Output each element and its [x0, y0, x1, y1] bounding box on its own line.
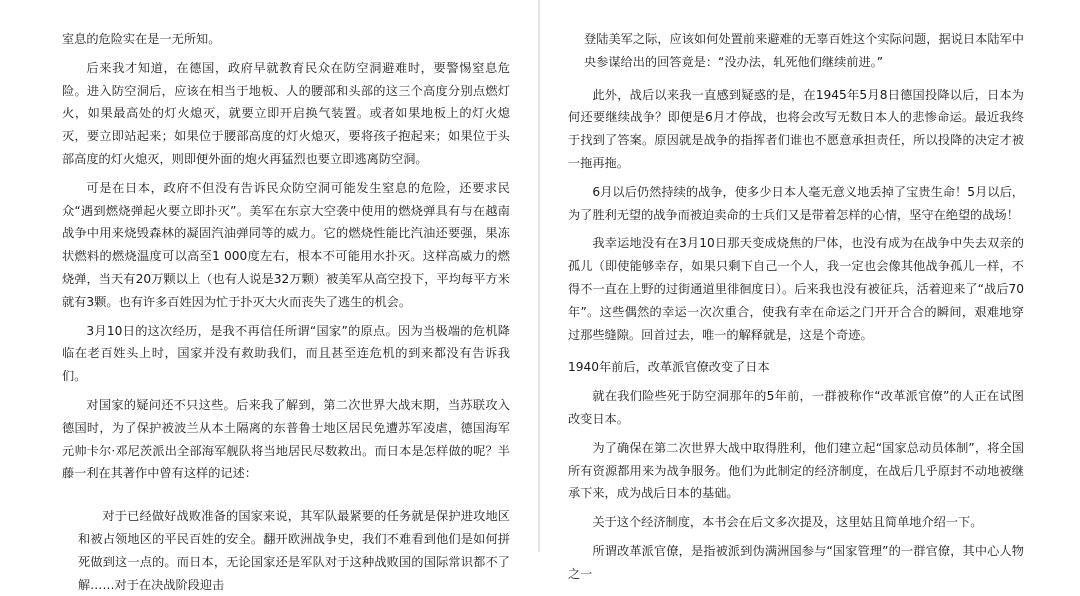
paragraph: 室息的危险实在是一无所知。: [62, 32, 221, 46]
block-quote: 对于已经做好战败准备的国家来说，其军队最紧要的任务就是保护进攻地区和被占领地区的平民百姓的安全。翻开欧洲战争史，我们不难看到他们是如何拼死做到这一点的。而日本，无论国家还是军队对于这种战败国的国际常识都不了解……对于在决战阶段迎击: [78, 509, 510, 592]
left-page: [0, 0, 538, 592]
paragraph: 对国家的疑问还不只这些。后来我了解到，第二次世界大战末期，当苏联攻入德国时，为了保护被波兰从本土隔离的东普鲁士地区居民免遭苏军凌虐，德国海军元帅卡尔·邓尼茨派出全部海军舰队将当地居民尽数救出。而日本是怎样做的呢？半藤一利在其著作中曾有这样的记述：: [62, 397, 510, 481]
paragraph: 关于这个经济制度，本书会在后文多次提及，这里姑且简单地介绍一下。: [592, 515, 983, 530]
paragraph: 所谓改革派官僚，是指被派到伪满洲国参与“国家管理”的一群官僚，其中心人物之一: [568, 543, 1024, 581]
paragraph: 此外，战后以来我一直感到疑惑的是，在1945年5月8日德国投降以后，日本为何还要继续战争？即便是6月才停战，也将会改写无数日本人的悲惨命运。最近我终于找到了答案。原因就是战争的指挥者们谁也不愿意承担责任，所以投降的决定才被一拖再拖。: [568, 87, 1024, 170]
section-heading: 1940年前后，改革派官僚改变了日本: [568, 360, 770, 375]
paragraph: 为了确保在第二次世界大战中取得胜利，他们建立起“国家总动员体制”，将全国所有资源都用来为战争服务。他们为此制定的经济制度，在战后几乎原封不动地被继承下来，成为战后日本的基础。: [568, 440, 1024, 501]
paragraph: 可是在日本，政府不但没有告诉民众防空洞可能发生窒息的危险，还要求民众“遇到燃烧弹起火要立即扑灭”。美军在东京大空袭中使用的燃烧弹具有与在越南战争中用来烧毁森林的凝固汽油弹同等的威力。它的燃烧性能比汽油还要强，果冻状燃料的燃烧温度可以高至1 000度左右，根本不可能用水扑灭。这样高威力的燃烧弹，当天有20万颗以上（也有人说是32万颗）被美军从高空投下，平均每平方米就有3颗。也有许多百姓因为忙于扑灭大火而丧失了逃生的机会。: [62, 180, 510, 309]
paragraph: 我幸运地没有在3月10日那天变成烧焦的尸体，也没有成为在战争中失去双亲的孤儿（即使能够幸存，如果只剩下自己一个人，我一定也会像其他战争孤儿一样，不得不一直在上野的过街通道里徘徊度日）。后来我也没有被征兵，活着迎来了“战后70年”。这些偶然的幸运一次次重合，使我有幸在命运之门开开合合的瞬间，艰难地穿过那些缝隙。回首过去，唯一的解释就是，这是个奇迹。: [568, 236, 1024, 342]
left-page-text: [62, 28, 510, 596]
paragraph: 就在我们险些死于防空洞那年的5年前，一群被称作“改革派官僚”的人正在试图改变日本。: [568, 389, 1024, 426]
right-page: [540, 0, 1080, 581]
right-page-text: [568, 28, 1024, 592]
block-quote-continuation: 登陆美军之际，应该如何处置前来避难的无辜百姓这个实际问题，据说日本陆军中央参谋给出的回答竟是：“没办法，轧死他们继续前进。”: [584, 32, 1024, 69]
paragraph: 后来我才知道，在德国，政府早就教育民众在防空洞避难时，要警惕窒息危险。进入防空洞后，应该在相当于地板、人的腰部和头部的这三个高度分别点燃灯火，如果最高处的灯火熄灭，就要立即开启换气装置。或者如果地板上的灯火熄灭，要立即站起来；如果位于腰部高度的灯火熄灭，要将孩子抱起来；如果位于头部高度的灯火熄灭，则即便外面的炮火再猛烈也要立即逃离防空洞。: [62, 60, 510, 166]
paragraph: 6月以后仍然持续的战争，使多少日本人毫无意义地丢掉了宝贵生命！5月以后，为了胜利无望的战争而被迫卖命的士兵们又是带着怎样的心情，坚守在绝望的战场！: [568, 184, 1024, 222]
paragraph: 3月10日的这次经历，是我不再信任所谓“国家”的原点。因为当极端的危机降临在老百姓头上时，国家并没有救助我们，而且甚至连危机的到来都没有告诉我们。: [62, 323, 510, 384]
